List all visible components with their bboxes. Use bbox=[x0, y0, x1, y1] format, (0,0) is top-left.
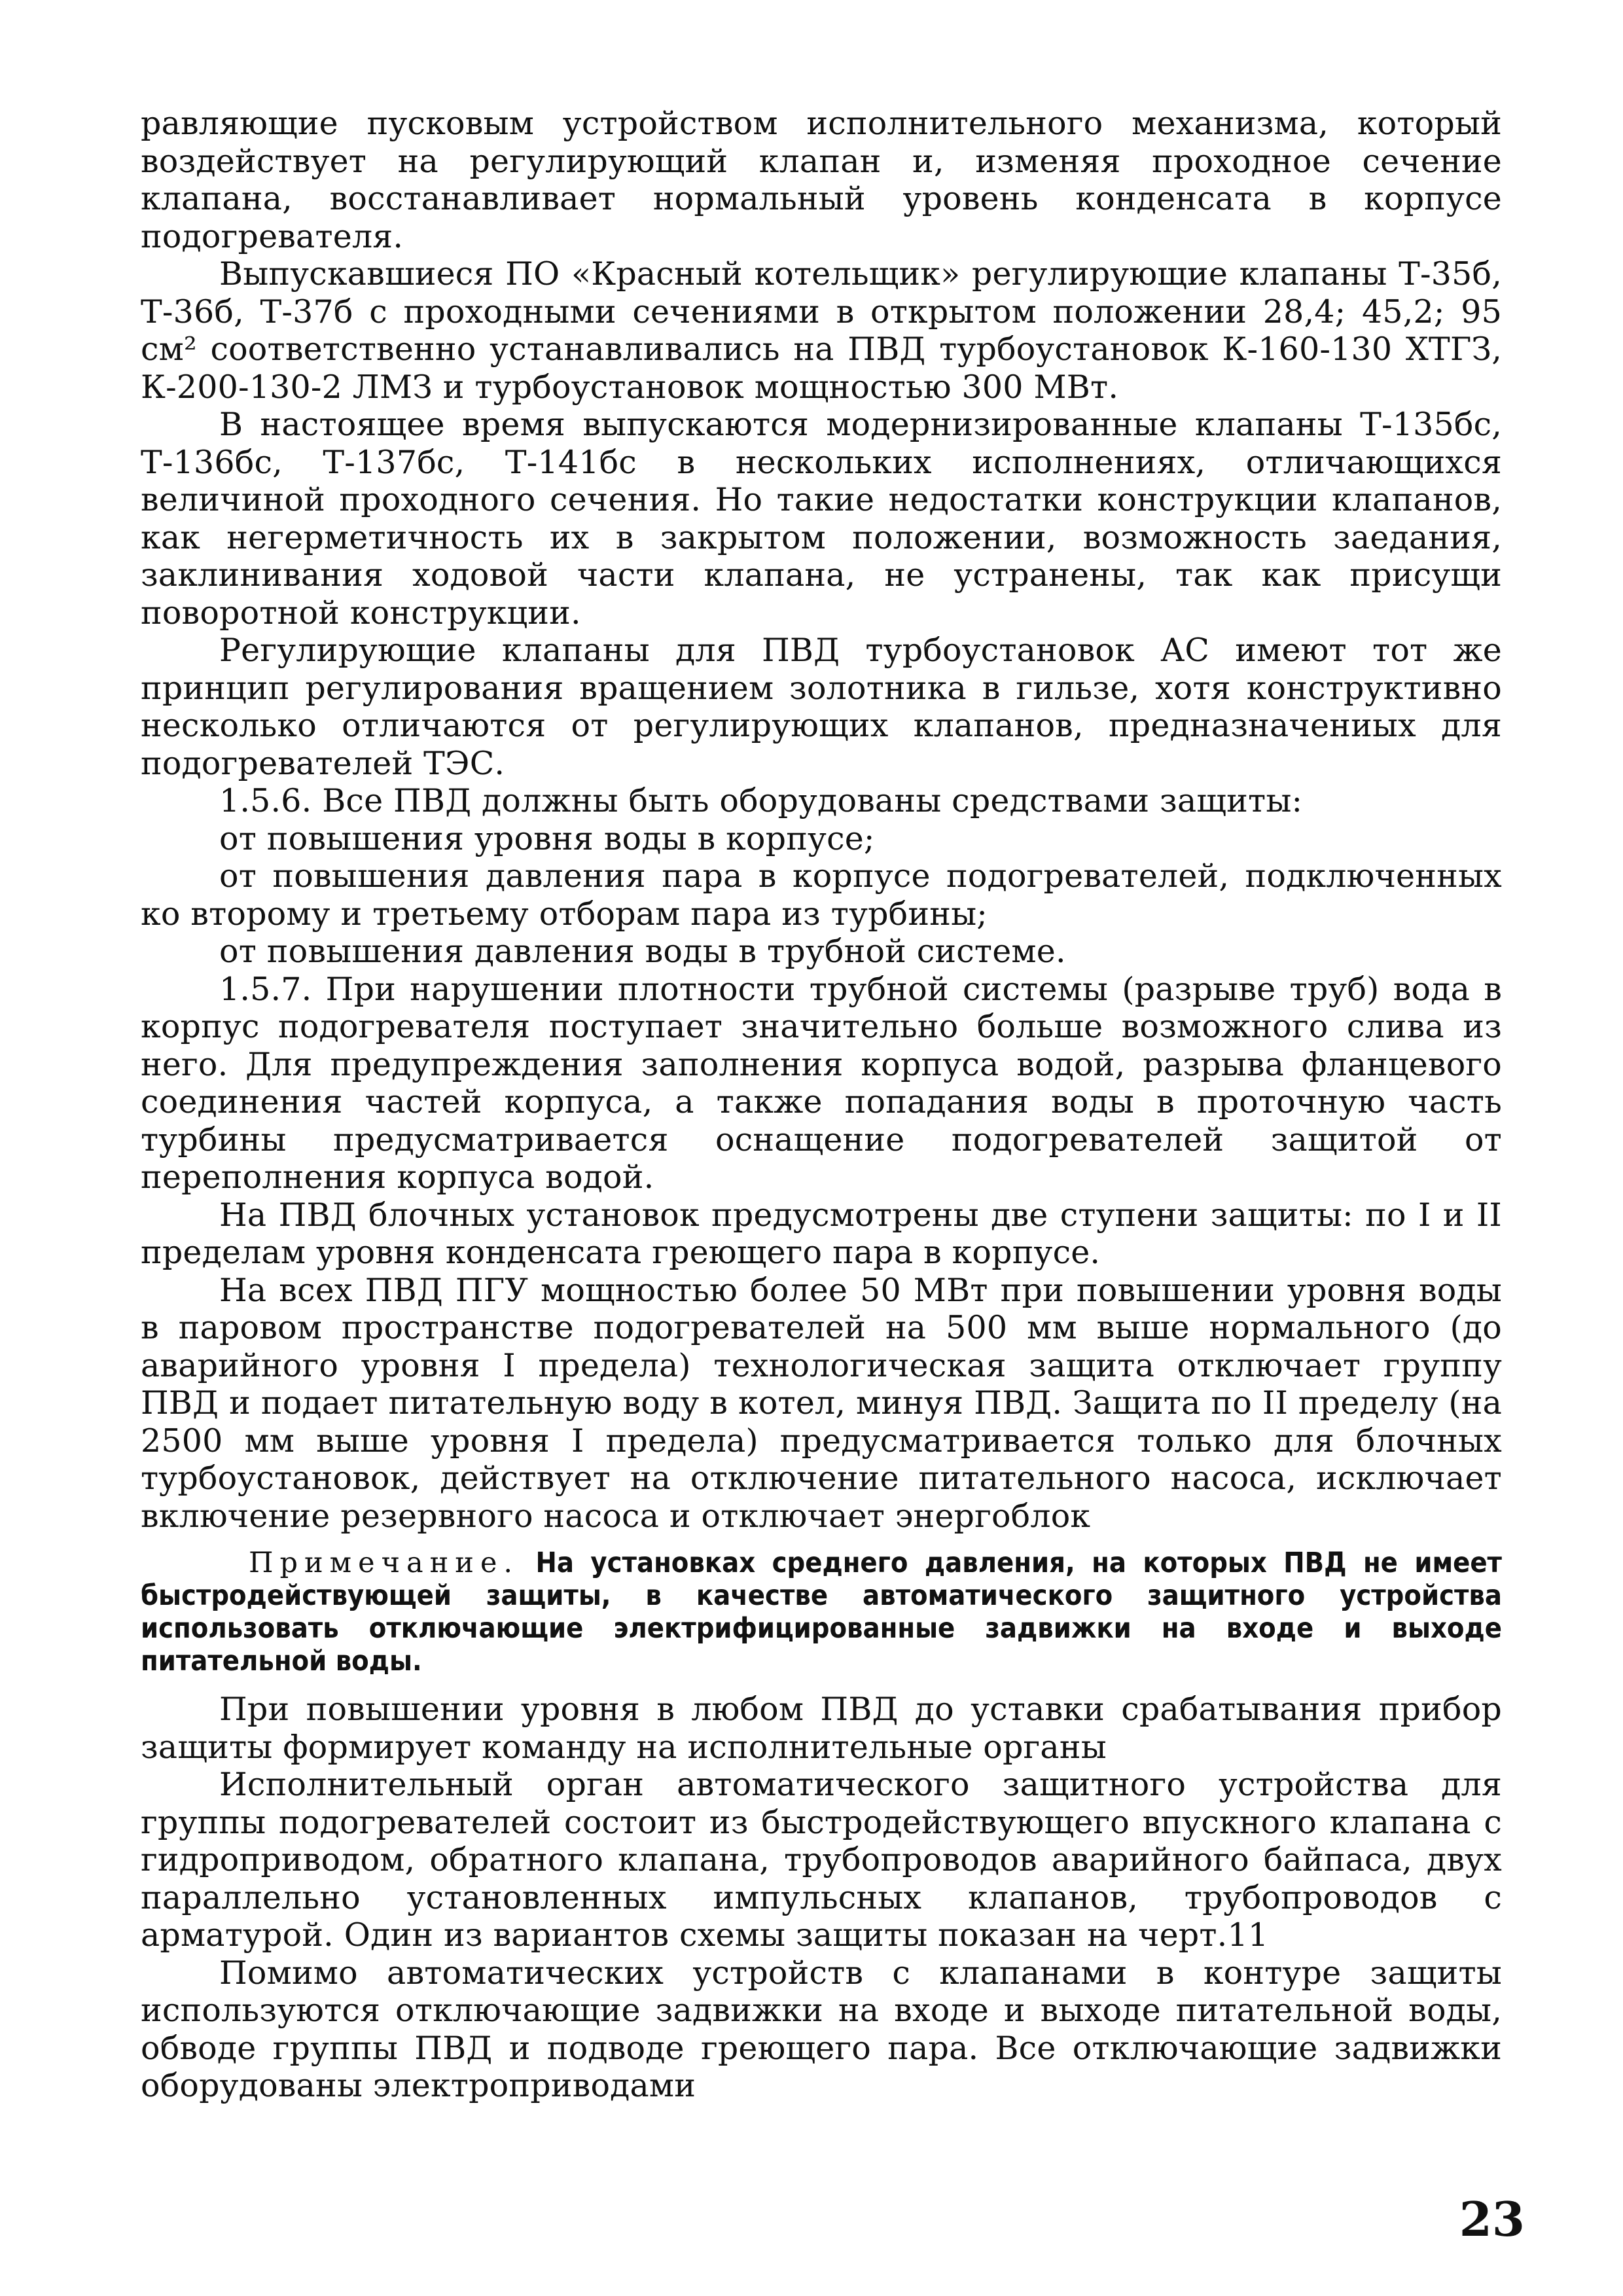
paragraph-1: равляющие пусковым устройством исполнительного механизма, который воздействует на регулирующий клапан и, изменяя проходное сечение клапана, восстанавливает нормальный уровень конденсата в корпусе подогревателя. bbox=[141, 105, 1502, 255]
page-number: 23 bbox=[1459, 2191, 1525, 2247]
note-label: Примечание. bbox=[249, 1547, 520, 1579]
note bbox=[141, 1547, 1502, 1677]
list-item: от повышения давления воды в трубной системе. bbox=[219, 933, 1066, 970]
paragraph-3: В настоящее время выпускаются модернизированные клапаны Т-135бс, Т-136бс, Т-137бс, Т-141бс в нескольких исполнениях, отличающихся величиной проходного сечения. Но такие недостатки конструкции клапанов, как негерметичность их в закрытом положении, возможность заедания, заклинивания ходовой части клапана, не устранены, так как присущи поворотной конструкции. bbox=[141, 406, 1502, 632]
list-item: от повышения уровня воды в корпусе; bbox=[219, 819, 875, 857]
paragraph-after-2: Исполнительный орган автоматического защитного устройства для группы подогревателей состоит из быстродействующего впускного клапана с гидроприводом, обратного клапана, трубопроводов аварийного байпаса, двух параллельно установленных импульсных клапанов, трубопроводов с арматурой. Один из вариантов схемы защиты показан на черт.11 bbox=[141, 1766, 1502, 1954]
paragraph-4: Регулирующие клапаны для ПВД турбоустановок АС имеют тот же принцип регулирования вращением золотника в гильзе, хотя конструктивно несколько отличаются от регулирующих клапанов, предназначениых для подогревателей ТЭС. bbox=[141, 632, 1502, 782]
paragraph-pgu: На всех ПВД ПГУ мощностью более 50 МВт при повышении уровня воды в паровом пространстве подогревателей на 500 мм выше нормального (до аварийного уровня I предела) технологическая защита отключает группу ПВД и подает питательную воду в котел, минуя ПВД. Защита по II пределу (на 2500 мм выше уровня I предела) предусматривается только для блочных турбоустановок, действует на отключение питательного насоса, исключает включение резервного насоса и отключает энергоблок bbox=[141, 1271, 1502, 1535]
paragraph-2: Выпускавшиеся ПО «Красный котельщик» регулирующие клапаны Т-35б, Т-36б, Т-37б с проходными сечениями в открытом положении 28,4; 45,2; 95 см² соответственно устанавливались на ПВД турбоустановок К-160-130 ХТГЗ, К-200-130-2 ЛМЗ и турбоустановок мощностью 300 МВт. bbox=[141, 255, 1502, 406]
paragraph-after-1: При повышении уровня в любом ПВД до уставки срабатывания прибор защиты формирует команду на исполнительные органы bbox=[141, 1691, 1502, 1766]
paragraph-protection-stages: На ПВД блочных установок предусмотрены две ступени защиты: по I и II пределам уровня конденсата греющего пара в корпусе. bbox=[141, 1196, 1502, 1271]
list-item: от повышения давления пара в корпусе подогревателей, подключенных ко второму и третьему отборам пара из турбины; bbox=[141, 857, 1502, 933]
note-text: На установках среднего давления, на которых ПВД не имеет быстродействующей защиты, в качестве автоматического защитного устройства использовать отключающие электрифицированные задвижки на входе и выходе питательной воды. bbox=[141, 1547, 1502, 1677]
section-1-5-7: 1.5.7. При нарушении плотности трубной системы (разрыве труб) вода в корпус подогревателя поступает значительно больше возможного слива из него. Для предупреждения заполнения корпуса водой, разрыва фланцевого соединения частей корпуса, а также попадания воды в проточную часть турбины предусматривается оснащение подогревателей защитой от переполнения корпуса водой. bbox=[141, 970, 1502, 1196]
section-1-5-6: 1.5.6. Все ПВД должны быть оборудованы средствами защиты: bbox=[219, 782, 1303, 819]
paragraph-after-3: Помимо автоматических устройств с клапанами в контуре защиты используются отключающие задвижки на входе и выходе питательной воды, обводе группы ПВД и подводе греющего пара. Все отключающие задвижки оборудованы электроприводами bbox=[141, 1954, 1502, 2104]
document-page bbox=[141, 105, 1502, 2225]
